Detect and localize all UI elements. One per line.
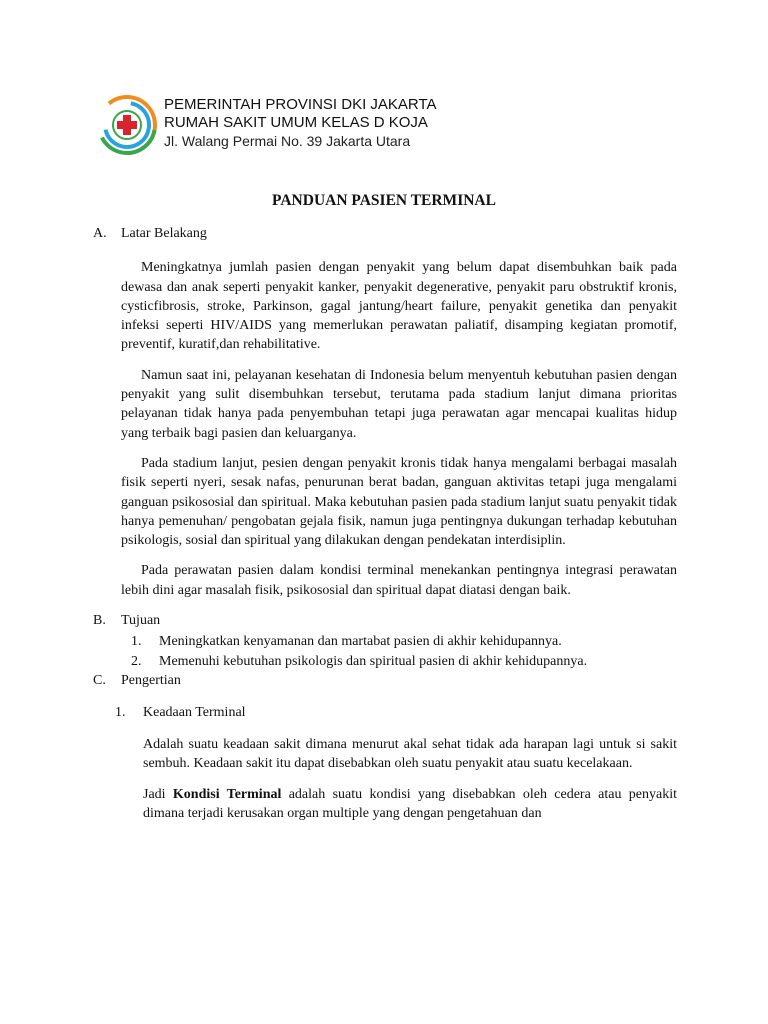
list-item [131,652,677,671]
section-c-heading [93,671,677,690]
paragraph: Pada perawatan pasien dalam kondisi terminal menekankan pentingnya integrasi perawatan lebih dini agar masalah fisik, psikososial dan spiritual dapat diatasi dengan baik. [121,563,677,598]
hospital-logo-icon [96,94,158,156]
section-title: Pengertian [121,672,181,688]
letterhead [96,94,716,156]
list-text: Memenuhi kebutuhan psikologis dan spiritual pasien di akhir kehidupannya. [159,653,588,669]
paragraph: Pada stadium lanjut, pesien dengan penyakit kronis tidak hanya mengalami berbagai masalah fisik seperti nyeri, sesak nafas, penurunan berat badan, ganguan aktivitas tetapi juga mengalami ganguan psikososial dan spiritual. Maka kebutuhan pasien pada stadium lanjut suatu penyakit tidak hanya pemenuhan/ pengobatan gejala fisik, namun juga pentingnya dukungan terhadap kebutuhan psikologis, sosial dan spiritual yang dilakukan dengan pendekatan interdisiplin. [121,455,677,549]
letterhead-text [164,96,437,150]
section-letter: B. [93,613,106,629]
subsection-title: Keadaan Terminal [143,705,246,721]
section-letter: C. [93,672,106,688]
paragraph: Namun saat ini, pelayanan kesehatan di Indonesia belum menyentuh kebutuhan pasien dengan penyakit yang sulit disembuhkan tersebut, terutama pada stadium lanjut dimana prioritas pelayanan tidak hanya pada penyembuhan tetapi juga perawatan agar mencapai kualitas hidup yang terbaik bagi pasien dan keluarganya. [121,367,677,441]
paragraph: Adalah suatu keadaan sakit dimana menurut akal sehat tidak ada harapan lagi untuk si sakit sembuh. Keadaan sakit itu dapat disebabkan oleh suatu penyakit atau suatu kecelakaan. [143,736,677,771]
definition-text: adalah suatu kondisi yang disebabkan oleh cedera atau penyakit dimana terjadi kerusakan organ multiple yang dengan pengetahuan dan [143,787,677,822]
hospital-name: RUMAH SAKIT UMUM KELAS D KOJA [164,114,428,131]
section-title: Latar Belakang [121,226,207,241]
paragraph: Meningkatnya jumlah pasien dengan penyakit yang belum dapat disembuhkan baik pada dewasa dan anak seperti penyakit kanker, penyakit degenerative, penyakit paru obstruktif kronis, cysticfibrosis, stroke, Parkinson, gagal jantung/heart failure, penyakit genetika dan penyakit infeksi seperti HIV/AIDS yang memerlukan perawatan paliatif, disamping kegiatan promotif, preventif, kuratif,dan rehabilitative. [121,260,677,353]
hospital-address: Jl. Walang Permai No. 39 Jakarta Utara [164,133,411,149]
subsection-number: 1. [115,705,126,721]
section-title: Tujuan [121,613,161,629]
section-b-heading [93,611,677,630]
list-item [131,632,677,651]
paragraph-definition [143,785,677,824]
list-number: 2. [131,653,142,669]
section-letter: A. [93,226,107,241]
section-a-heading [93,224,677,243]
document-body [93,224,677,824]
province-name: PEMERINTAH PROVINSI DKI JAKARTA [164,96,437,113]
list-number: 1. [131,634,142,650]
subsection-heading [115,703,677,722]
list-text: Meningkatkan kenyamanan dan martabat pasien di akhir kehidupannya. [159,634,562,650]
document-title: PANDUAN PASIEN TERMINAL [272,192,496,209]
definition-prefix: Jadi [143,787,173,803]
definition-term: Kondisi Terminal [172,787,282,803]
